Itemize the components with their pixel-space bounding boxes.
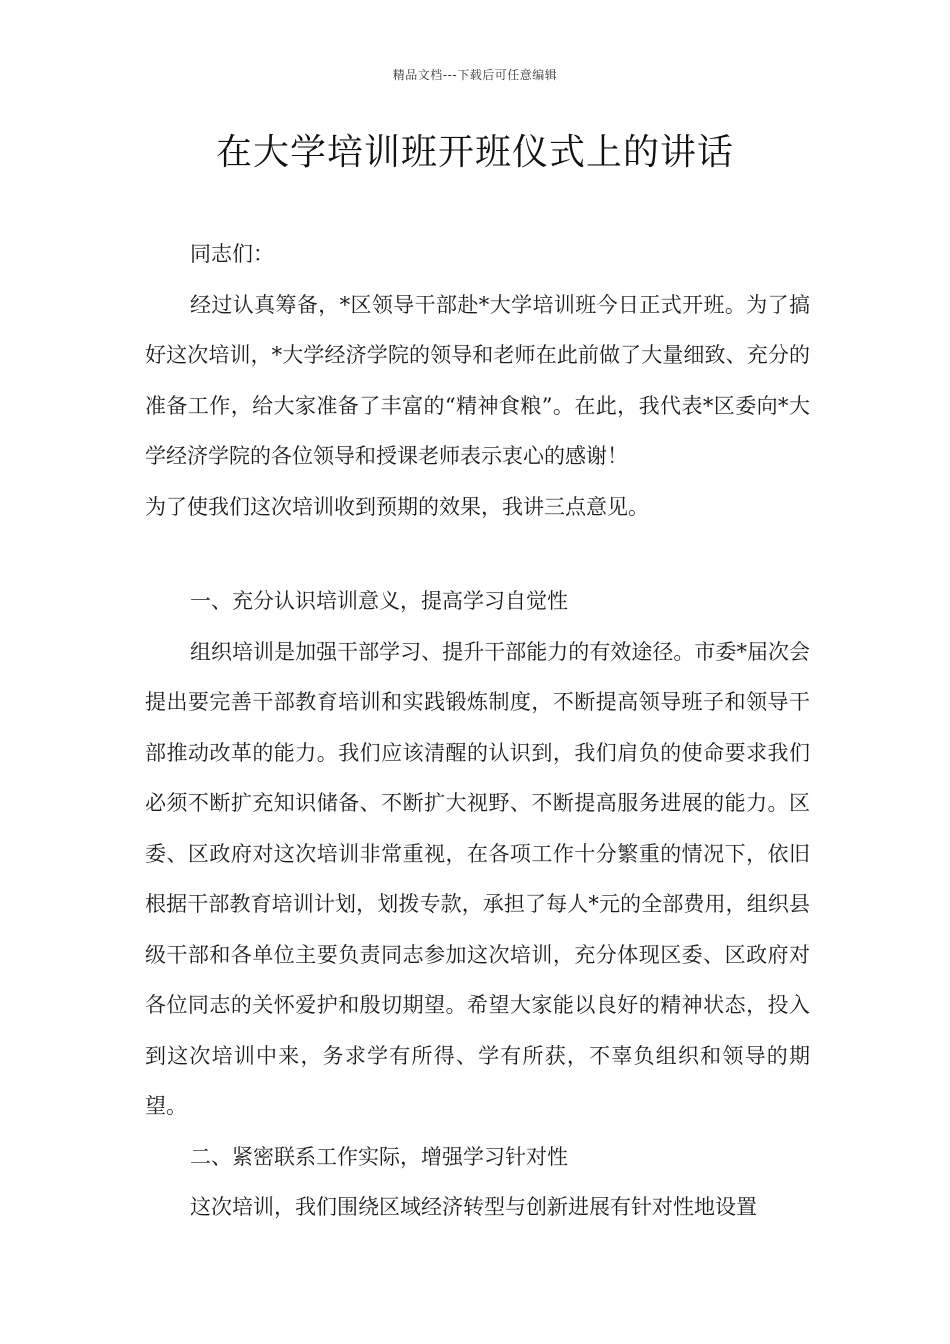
section-heading-1: 一、充分认识培训意义，提高学习自觉性	[190, 589, 568, 613]
speech-opening	[145, 229, 810, 532]
section-heading-2: 二、紧密联系工作实际，增强学习针对性	[190, 1144, 568, 1169]
document-title: 在大学培训班开班仪式上的讲话	[215, 132, 734, 173]
intro-paragraph: 经过认真筹备，*区领导干部赴*大学培训班今日正式开班。为了搞好这次培训，*大学经济学院的领导和老师在此前做了大量细致、充分的准备工作，给大家准备了丰富的“精神食粮”。在此，我代表*区委向*大学经济学院的各位领导和授课老师表示衷心的感谢！	[145, 292, 810, 468]
salutation: 同志们：	[190, 242, 274, 266]
header-note: 精品文档---下载后可任意编辑	[392, 68, 558, 82]
intro-followup: 为了使我们这次培训收到预期的效果，我讲三点意见。	[145, 494, 649, 519]
section-paragraph-2: 这次培训，我们围绕区域经济转型与创新进展有针对性地设置	[190, 1195, 757, 1219]
section-paragraph-1: 组织培训是加强干部学习、提升干部能力的有效途径。市委*届次会提出要完善干部教育培训和实践锻炼制度，不断提高领导班子和领导干部推动改革的能力。我们应该清醒的认识到，我们肩负的使命要求我们必须不断扩充知识储备、不断扩大视野、不断提高服务进展的能力。区委、区政府对这次培训非常重视，在各项工作十分繁重的情况下，依旧根据干部教育培训计划，划拨专款，承担了每人*元的全部费用，组织县级干部和各单位主要负责同志参加这次培训，充分体现区委、区政府对各位同志的关怀爱护和殷切期望。希望大家能以良好的精神状态，投入到这次培训中来，务求学有所得、学有所获，不辜负组织和领导的期望。	[145, 639, 810, 1118]
speech-body	[145, 576, 810, 1233]
